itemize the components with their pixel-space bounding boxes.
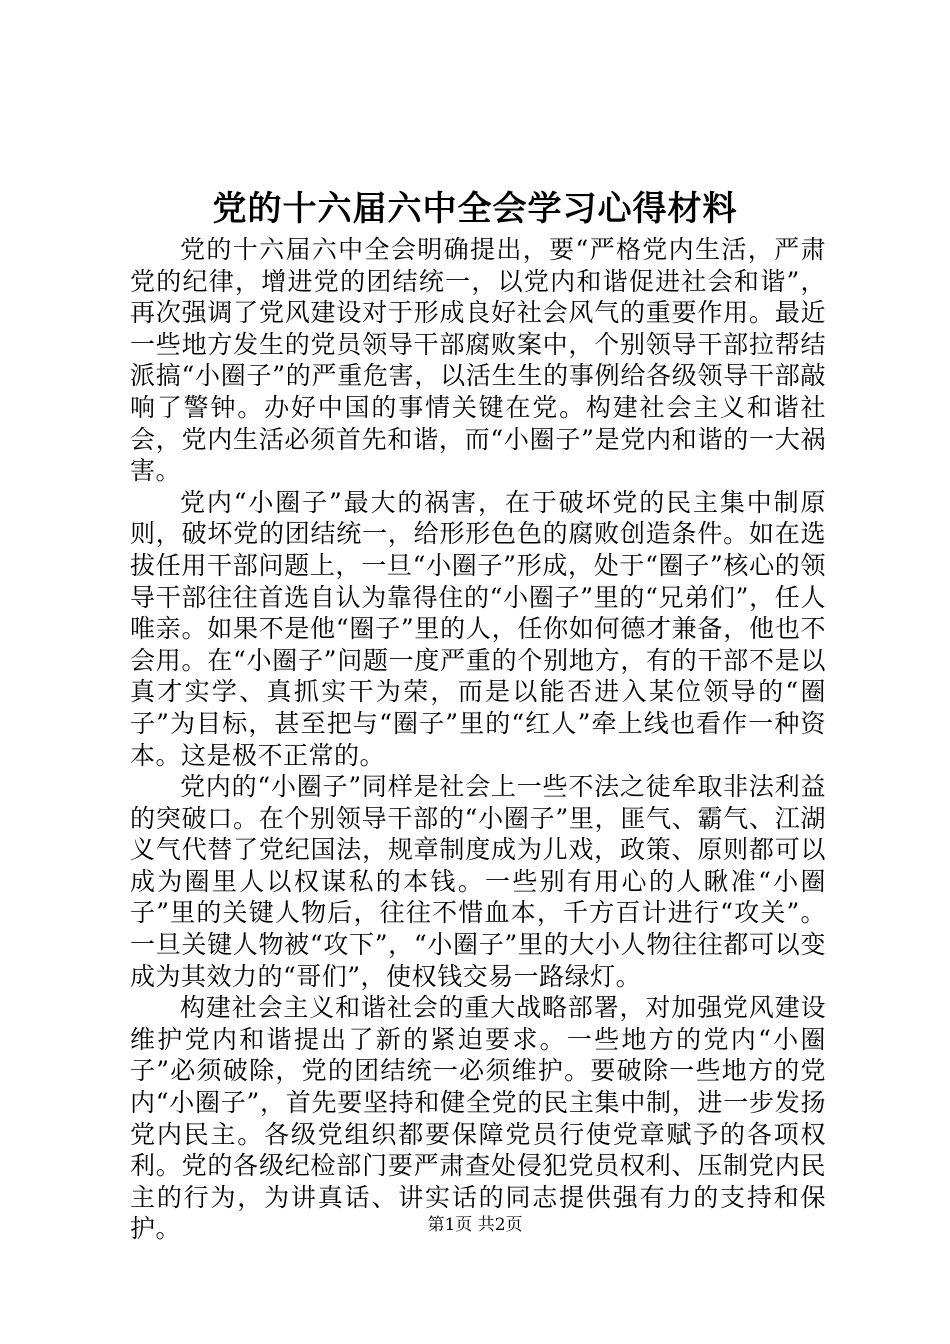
page-number-footer: 第1页 共2页: [427, 1215, 523, 1235]
paragraph-4: 构建社会主义和谐社会的重大战略部署，对加强党风建设维护党内和谐提出了新的紧迫要求。一些地方的党内“小圈子”必须破除，党的团结统一必须维护。要破除一些地方的党内“小圈子”，首先要坚持和健全党的民主集中制，进一步发扬党内民主。各级党组织都要保障党员行使党章赋予的各项权利。党的各级纪检部门要严肃查处侵犯党员权利、压制党内民主的行为，为讲真话、讲实话的同志提供强有力的支持和保护。: [130, 993, 826, 1244]
document-body: [130, 234, 826, 1245]
document-title: 党的十六届六中全会学习心得材料: [212, 189, 738, 229]
paragraph-1: 党的十六届六中全会明确提出，要“严格党内生活，严肃党的纪律，增进党的团结统一，以党内和谐促进社会和谐”，再次强调了党风建设对于形成良好社会风气的重要作用。最近一些地方发生的党员领导干部腐败案中，个别领导干部拉帮结派搞“小圈子”的严重危害，以活生生的事例给各级领导干部敲响了警钟。办好中国的事情关键在党。构建社会主义和谐社会，党内生活必须首先和谐，而“小圈子”是党内和谐的一大祸害。: [130, 235, 826, 486]
paragraph-2: 党内“小圈子”最大的祸害，在于破坏党的民主集中制原则，破坏党的团结统一，给形形色色的腐败创造条件。如在选拔任用干部问题上，一旦“小圈子”形成，处于“圈子”核心的领导干部往往首选自认为靠得住的“小圈子”里的“兄弟们”，任人唯亲。如果不是他“圈子”里的人，任你如何德才兼备，他也不会用。在“小圈子”问题一度严重的个别地方，有的干部不是以真才实学、真抓实干为荣，而是以能否进入某位领导的“圈子”为目标，甚至把与“圈子”里的“红人”牵上线也看作一种资本。这是极不正常的。: [130, 487, 826, 770]
paragraph-3: 党内的“小圈子”同样是社会上一些不法之徒牟取非法利益的突破口。在个别领导干部的“小圈子”里，匪气、霸气、江湖义气代替了党纪国法，规章制度成为儿戏，政策、原则都可以成为圈里人以权谋私的本钱。一些别有用心的人瞅准“小圈子”里的关键人物后，往往不惜血本，千方百计进行“攻关”。一旦关键人物被“攻下”，“小圈子”里的大小人物往往都可以变成为其效力的“哥们”，使权钱交易一路绿灯。: [130, 772, 826, 991]
